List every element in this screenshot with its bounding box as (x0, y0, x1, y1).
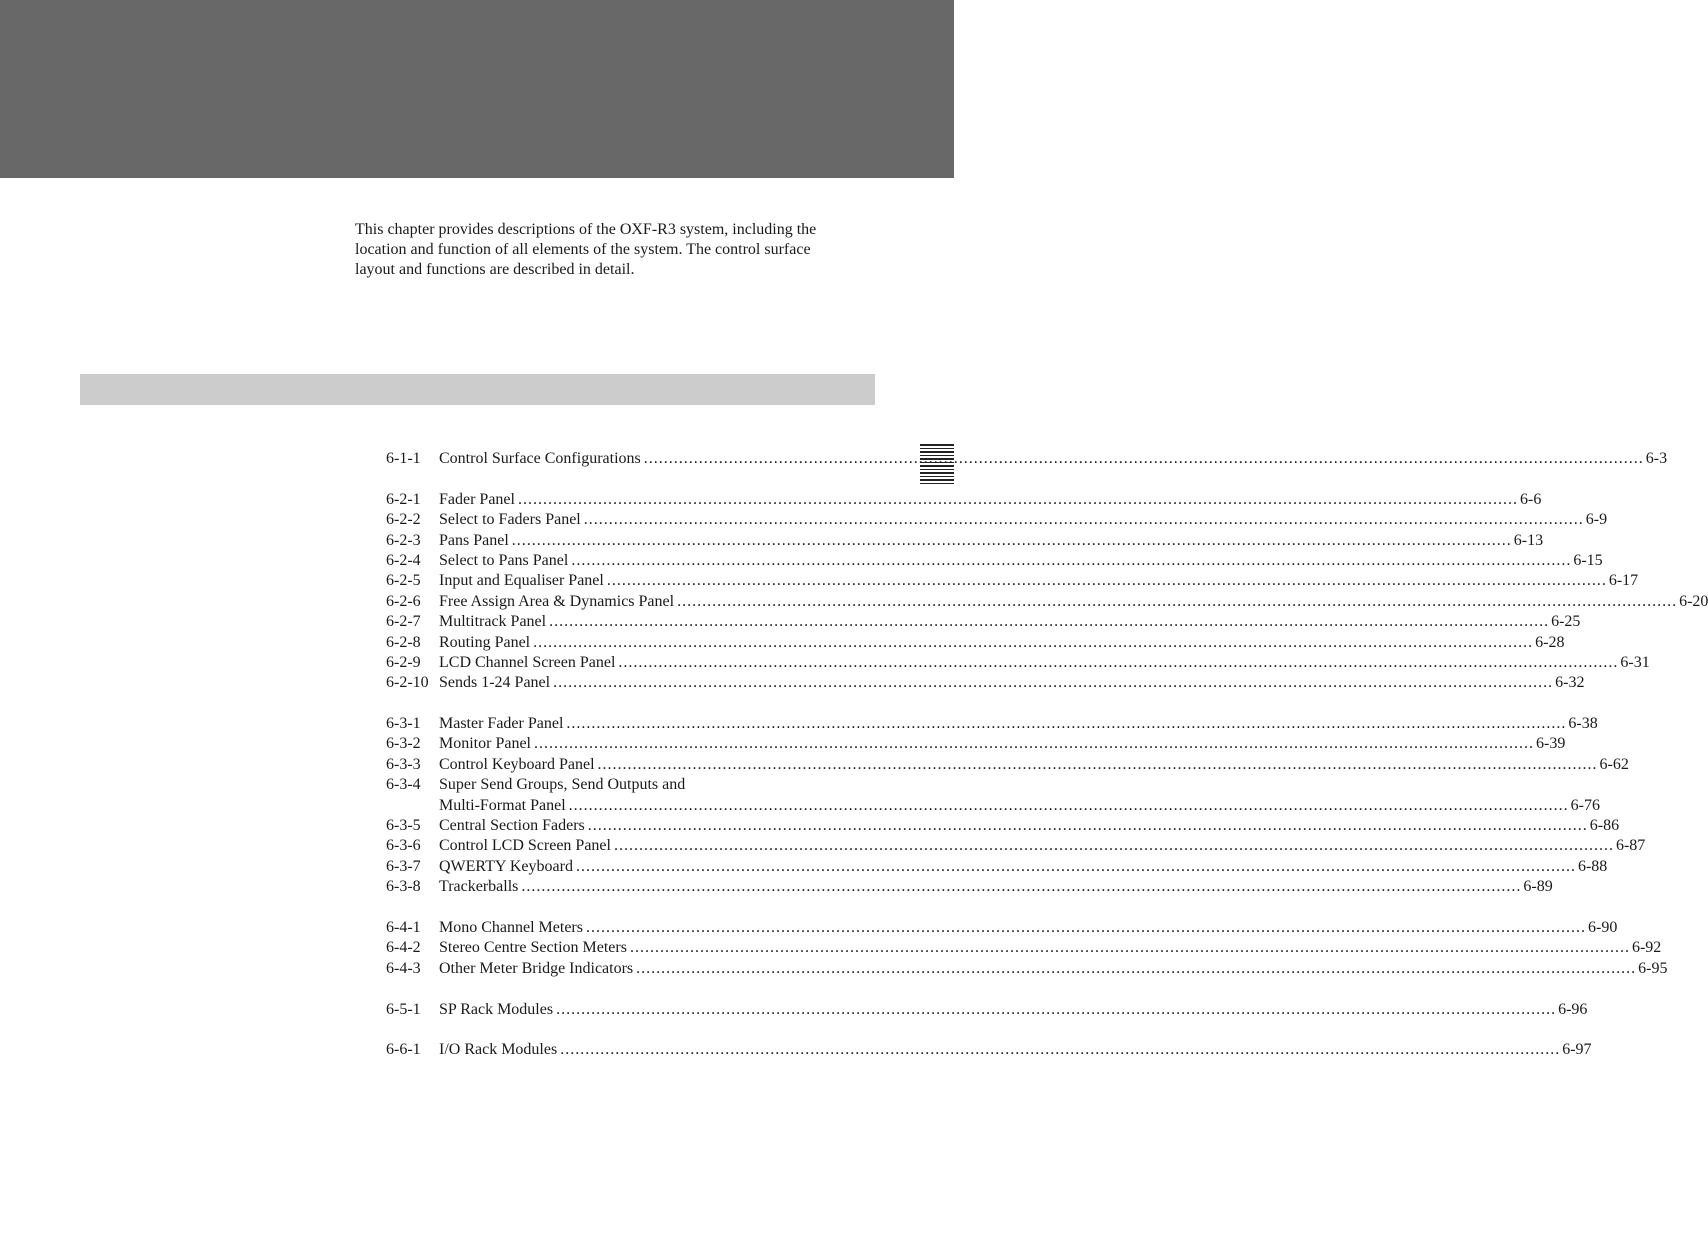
toc-entry-title: Input and Equaliser Panel (439, 572, 604, 590)
toc-entry-number: 6-2-1 (386, 490, 421, 508)
toc-entry-title: QWERTY Keyboard (439, 857, 573, 875)
toc-dot-leader: ........................................................................................................................................................................................................ (587, 817, 1588, 835)
toc-entry[interactable] (386, 653, 1650, 673)
toc-entry[interactable] (386, 775, 874, 795)
toc-entry-page: 6-17 (1608, 572, 1639, 590)
toc-entry-page: 6-6 (1519, 490, 1542, 508)
toc-entry[interactable] (386, 1040, 1592, 1060)
toc-entry-page: 6-31 (1620, 653, 1650, 671)
toc-entry-title: Control LCD Screen Panel (439, 837, 611, 855)
toc-entry-page: 6-13 (1513, 531, 1544, 549)
toc-entry-number: 6-4-2 (386, 939, 421, 957)
toc-entry-number: 6-3-5 (386, 817, 421, 835)
toc-dot-leader: ........................................................................................................................................................................................................ (568, 796, 1569, 814)
toc-dot-leader: ........................................................................................................................................................................................................ (643, 450, 1644, 467)
toc-dot-leader: ........................................................................................................................................................................................................ (613, 837, 1614, 855)
toc-entry[interactable] (386, 755, 1629, 775)
toc-entry[interactable] (386, 1000, 1588, 1020)
toc-entry-page: 6-25 (1551, 613, 1581, 631)
toc-entry-page: 6-87 (1615, 837, 1646, 855)
toc-entry-number: 6-2-10 (386, 674, 429, 692)
toc-entry-number: 6-3-6 (386, 837, 421, 855)
toc-entry-title: Select to Faders Panel (439, 511, 581, 529)
toc-entry-title: Mono Channel Meters (439, 918, 583, 936)
toc-entry-title: Stereo Centre Section Meters (439, 939, 627, 957)
toc-dot-leader: ........................................................................................................................................................................................................ (534, 735, 1534, 753)
intro-line: location and function of all elements of the system. The control surface (355, 241, 811, 258)
toc-entry[interactable] (386, 959, 1668, 979)
toc-dot-leader: ........................................................................................................................................................................................................ (575, 857, 1576, 875)
toc-dot-leader: ........................................................................................................................................................................................................ (517, 490, 1518, 508)
toc-entry-title: Master Fader Panel (439, 715, 564, 733)
toc-entry[interactable] (386, 449, 1668, 469)
toc-entry-title: Free Assign Area & Dynamics Panel (439, 592, 675, 610)
toc-entry-number: 6-3-4 (386, 776, 421, 794)
toc-entry-number: 6-3-3 (386, 755, 421, 773)
chapter-header-band (0, 0, 954, 178)
toc-entry-number: 6-5-1 (386, 1000, 421, 1018)
toc-entry-page: 6-39 (1536, 735, 1566, 753)
toc-entry-title: Sends 1-24 Panel (439, 674, 551, 692)
toc-entry-title: Routing Panel (439, 633, 531, 651)
toc-dot-leader: ........................................................................................................................................................................................................ (560, 1041, 1561, 1059)
contents-section-bar (80, 374, 875, 405)
toc-entry-number: 6-3-1 (386, 715, 421, 733)
toc-dot-leader: ........................................................................................................................................................................................................ (533, 633, 1534, 651)
toc-entry[interactable] (386, 796, 1600, 816)
toc-entry-title: Fader Panel (439, 490, 515, 508)
toc-dot-leader: ........................................................................................................................................................................................................ (549, 613, 1550, 631)
toc-entry[interactable] (386, 510, 1608, 530)
toc-dot-leader: ........................................................................................................................................................................................................ (629, 939, 1630, 957)
toc-entry[interactable] (386, 592, 1708, 612)
toc-entry-title: Pans Panel (439, 531, 509, 549)
toc-entry-title: Trackerballs (439, 878, 519, 896)
toc-entry-title: Multitrack Panel (439, 613, 547, 631)
toc-entry-page: 6-15 (1573, 551, 1603, 569)
toc-dot-leader: ........................................................................................................................................................................................................ (585, 918, 1586, 936)
toc-entry-page: 6-32 (1555, 674, 1585, 692)
toc-entry-title: Monitor Panel (439, 735, 531, 753)
toc-entry-number: 6-2-3 (386, 531, 421, 549)
toc-entry-page: 6-92 (1631, 939, 1662, 957)
toc-entry-page: 6-38 (1568, 715, 1598, 733)
toc-entry-number: 6-2-8 (386, 633, 421, 651)
toc-entry-page: 6-89 (1523, 878, 1553, 896)
table-of-contents (386, 449, 1708, 1061)
toc-entry-page: 6-76 (1570, 796, 1600, 814)
intro-line: layout and functions are described in detail. (355, 261, 635, 278)
toc-entry-title: I/O Rack Modules (439, 1041, 558, 1059)
toc-entry-title: Other Meter Bridge Indicators (439, 959, 634, 977)
toc-entry-title: Control Surface Configurations (439, 450, 641, 467)
toc-entry-page: 6-95 (1638, 959, 1668, 977)
toc-entry-page: 6-96 (1558, 1000, 1588, 1018)
toc-entry[interactable] (386, 918, 1618, 938)
toc-entry-number: 6-3-7 (386, 857, 421, 875)
toc-dot-leader: ........................................................................................................................................................................................................ (618, 653, 1619, 671)
toc-entry-page: 6-88 (1577, 857, 1608, 875)
toc-entry-title: LCD Channel Screen Panel (439, 653, 616, 671)
toc-entry-title: Central Section Faders (439, 817, 585, 835)
toc-dot-leader: ........................................................................................................................................................................................................ (553, 674, 1554, 692)
toc-dot-leader: ........................................................................................................................................................................................................ (597, 755, 1598, 773)
toc-entry-page: 6-86 (1589, 817, 1620, 835)
toc-entry-number: 6-2-6 (386, 592, 421, 610)
toc-entry-number: 6-2-7 (386, 613, 421, 631)
toc-entry-number: 6-2-9 (386, 653, 421, 671)
toc-entry-page: 6-28 (1535, 633, 1565, 651)
toc-dot-leader: ........................................................................................................................................................................................................ (583, 511, 1584, 529)
toc-entry-title: SP Rack Modules (439, 1000, 554, 1018)
toc-entry-title: Select to Pans Panel (439, 551, 569, 569)
toc-entry-number: 6-2-4 (386, 551, 421, 569)
toc-dot-leader: ........................................................................................................................................................................................................ (636, 959, 1637, 977)
toc-entry[interactable] (386, 571, 1639, 591)
toc-entry[interactable] (386, 877, 1553, 897)
toc-entry-page: 6-97 (1562, 1041, 1592, 1059)
toc-entry-title: Super Send Groups, Send Outputs and (439, 776, 686, 794)
toc-entry[interactable] (386, 734, 1566, 754)
toc-dot-leader: ........................................................................................................................................................................................................ (556, 1000, 1557, 1018)
toc-entry-number: 6-3-2 (386, 735, 421, 753)
toc-entry[interactable] (386, 551, 1603, 571)
toc-entry[interactable] (386, 673, 1585, 693)
toc-entry[interactable] (386, 816, 1620, 836)
toc-dot-leader: ........................................................................................................................................................................................................ (606, 572, 1607, 590)
toc-entry[interactable] (386, 857, 1608, 877)
toc-entry-number: 6-4-3 (386, 959, 421, 977)
toc-dot-leader: ........................................................................................................................................................................................................ (566, 715, 1567, 733)
toc-entry-number: 6-3-8 (386, 878, 421, 896)
toc-entry-page: 6-90 (1587, 918, 1618, 936)
toc-entry-number: 6-2-2 (386, 511, 421, 529)
toc-entry-page: 6-20 (1679, 592, 1708, 610)
toc-entry-number: 6-4-1 (386, 918, 421, 936)
toc-dot-leader: ........................................................................................................................................................................................................ (571, 551, 1572, 569)
toc-dot-leader: ........................................................................................................................................................................................................ (521, 878, 1522, 896)
toc-entry-number: 6-1-1 (386, 450, 421, 467)
toc-entry-page: 6-3 (1645, 450, 1668, 467)
toc-entry[interactable] (386, 714, 1598, 734)
intro-line: This chapter provides descriptions of the OXF-R3 system, including the (355, 221, 817, 238)
toc-entry[interactable] (386, 633, 1565, 653)
toc-entry[interactable] (386, 531, 1544, 551)
toc-entry[interactable] (386, 612, 1581, 632)
toc-entry-title: Multi-Format Panel (439, 796, 566, 814)
toc-entry-number: 6-2-5 (386, 572, 421, 590)
toc-dot-leader: ........................................................................................................................................................................................................ (511, 531, 1512, 549)
toc-entry[interactable] (386, 490, 1542, 510)
toc-entry[interactable] (386, 836, 1646, 856)
toc-entry[interactable] (386, 938, 1662, 958)
toc-entry-number: 6-6-1 (386, 1041, 421, 1059)
toc-entry-title: Control Keyboard Panel (439, 755, 595, 773)
chapter-intro (355, 220, 865, 280)
toc-entry-page: 6-9 (1585, 511, 1608, 529)
toc-entry-page: 6-62 (1599, 755, 1629, 773)
toc-dot-leader: ........................................................................................................................................................................................................ (677, 592, 1678, 610)
